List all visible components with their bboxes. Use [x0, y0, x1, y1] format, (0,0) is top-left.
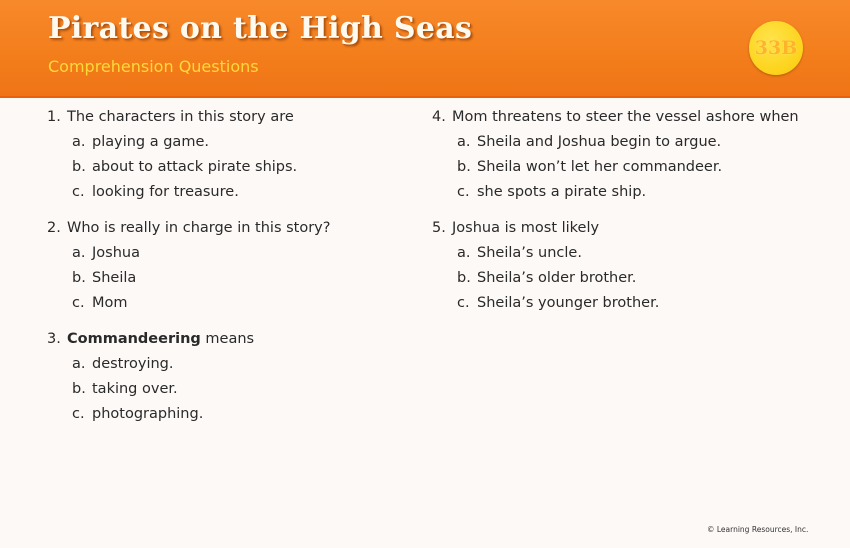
answer-choice: [457, 294, 832, 319]
question-text-start: Joshua is most likely: [452, 220, 600, 236]
choice-letter: a.: [72, 134, 86, 150]
card-subtitle: Comprehension Questions: [48, 57, 259, 76]
question-item: [432, 108, 832, 208]
choice-letter: c.: [72, 406, 85, 422]
choice-text: Sheila and Joshua begin to argue.: [477, 134, 722, 150]
answer-choices: [432, 244, 832, 319]
choice-text: looking for treasure.: [92, 184, 239, 200]
answer-choices: [432, 133, 832, 208]
choice-text: Sheila’s older brother.: [477, 270, 637, 286]
answer-choice: [457, 269, 832, 294]
question-line: [47, 108, 417, 127]
question-number: 4.: [432, 109, 446, 125]
choice-text: destroying.: [92, 356, 174, 372]
choice-letter: b.: [457, 159, 471, 175]
answer-choices: [47, 244, 417, 319]
choice-text: playing a game.: [92, 134, 209, 150]
choice-text: Joshua: [92, 245, 140, 261]
question-line: [432, 219, 832, 238]
question-text: [452, 219, 599, 238]
answer-choice: [72, 158, 417, 183]
answer-choice: [457, 183, 832, 208]
choice-letter: b.: [72, 270, 86, 286]
question-text-end: means: [200, 331, 255, 347]
question-keyword: Commandeering: [67, 331, 201, 347]
answer-choice: [72, 269, 417, 294]
answer-choice: [72, 405, 417, 430]
choice-letter: a.: [72, 356, 86, 372]
choice-text: Sheila: [92, 270, 137, 286]
answer-choice: [72, 183, 417, 208]
question-text: [452, 108, 799, 127]
choice-letter: b.: [457, 270, 471, 286]
question-text-start: The characters in this story are: [67, 109, 294, 125]
answer-choice: [457, 158, 832, 183]
question-item: [432, 219, 832, 319]
question-item: [47, 219, 417, 319]
choice-letter: b.: [72, 159, 86, 175]
choice-text: she spots a pirate ship.: [477, 184, 647, 200]
question-text-start: Who is really in charge in this story?: [67, 220, 331, 236]
question-number: 3.: [47, 331, 61, 347]
answer-choice: [457, 133, 832, 158]
question-number: 1.: [47, 109, 61, 125]
choice-letter: c.: [457, 295, 470, 311]
choice-letter: a.: [457, 134, 471, 150]
choice-letter: b.: [72, 381, 86, 397]
answer-choice: [72, 294, 417, 319]
choice-text: taking over.: [92, 381, 178, 397]
question-number: 2.: [47, 220, 61, 236]
questions-left-column: [47, 108, 417, 441]
answer-choice: [72, 380, 417, 405]
question-text-start: Mom threatens to steer the vessel ashore when: [452, 109, 799, 125]
choice-letter: c.: [72, 295, 85, 311]
answer-choice: [72, 133, 417, 158]
choice-text: Sheila’s younger brother.: [477, 295, 660, 311]
answer-choice: [72, 244, 417, 269]
question-line: [47, 330, 417, 349]
choice-text: photographing.: [92, 406, 204, 422]
question-number: 5.: [432, 220, 446, 236]
choice-text: Mom: [92, 295, 128, 311]
answer-choice: [457, 244, 832, 269]
choice-text: Sheila’s uncle.: [477, 245, 582, 261]
card-title: Pirates on the High Seas: [48, 11, 473, 46]
choice-letter: c.: [72, 184, 85, 200]
card-number-badge: 33B: [749, 21, 803, 75]
card-header: [0, 0, 850, 98]
question-item: [47, 108, 417, 208]
choice-text: Sheila won’t let her commandeer.: [477, 159, 723, 175]
choice-text: about to attack pirate ships.: [92, 159, 298, 175]
choice-letter: c.: [457, 184, 470, 200]
answer-choices: [47, 355, 417, 430]
choice-letter: a.: [457, 245, 471, 261]
questions-right-column: [432, 108, 832, 330]
question-text: [67, 219, 330, 238]
question-item: [47, 330, 417, 430]
copyright-notice: © Learning Resources, Inc.: [707, 525, 809, 534]
answer-choices: [47, 133, 417, 208]
question-line: [47, 219, 417, 238]
question-text: [67, 330, 254, 349]
answer-choice: [72, 355, 417, 380]
choice-letter: a.: [72, 245, 86, 261]
question-line: [432, 108, 832, 127]
question-text: [67, 108, 294, 127]
